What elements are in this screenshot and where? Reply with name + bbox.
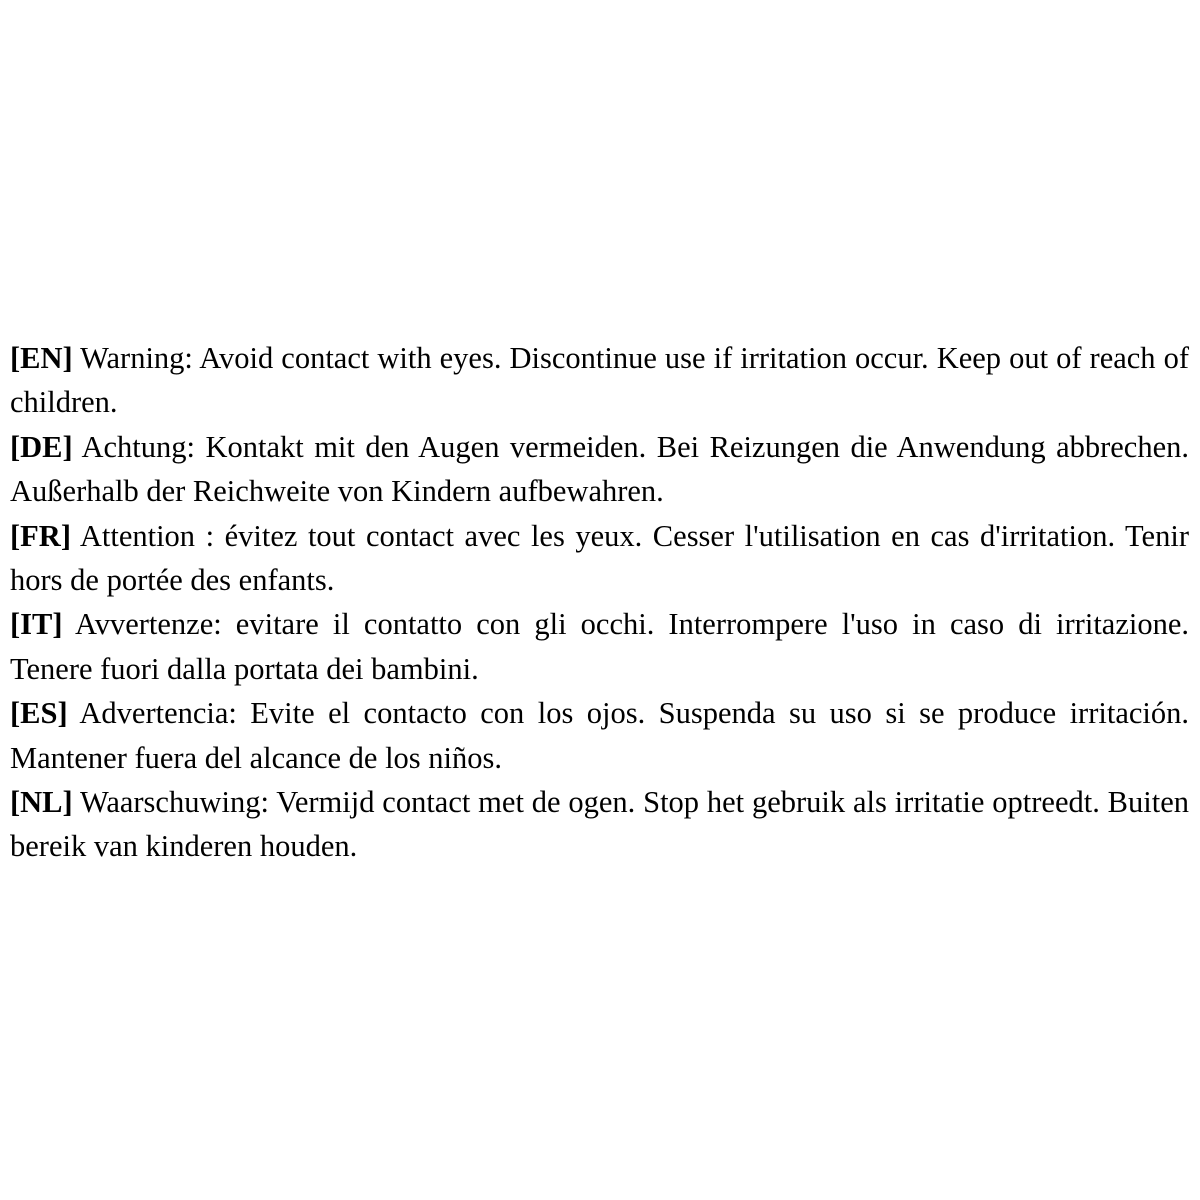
- language-code-fr: [FR]: [10, 518, 71, 553]
- warning-fr: [10, 514, 1189, 603]
- warning-text-es: Advertencia: Evite el contacto con los ojos. Suspenda su uso si se produce irritación. Mantener fuera del alcance de los niños.: [10, 696, 1189, 775]
- language-code-es: [ES]: [10, 696, 68, 731]
- warning-de: [10, 425, 1189, 514]
- warning-text-it: Avvertenze: evitare il contatto con gli occhi. Interrompere l'uso in caso di irritazione. Tenere fuori dalla portata dei bambini.: [10, 607, 1189, 686]
- language-code-de: [DE]: [10, 429, 73, 464]
- warning-en: [10, 336, 1189, 425]
- warning-text-de: Achtung: Kontakt mit den Augen vermeiden. Bei Reizungen die Anwendung abbrechen. Außerhalb der Reichweite von Kindern aufbewahren.: [10, 429, 1189, 509]
- warning-text-nl: Waarschuwing: Vermijd contact met de ogen. Stop het gebruik als irritatie optreedt. Buiten bereik van kinderen houden.: [10, 785, 1189, 864]
- language-code-en: [EN]: [10, 341, 73, 375]
- warning-es: [10, 691, 1189, 780]
- multilingual-warning-text: [10, 336, 1189, 869]
- warning-text-fr: Attention : évitez tout contact avec les yeux. Cesser l'utilisation en cas d'irritation. Tenir hors de portée des enfants.: [10, 518, 1189, 598]
- warning-it: [10, 602, 1189, 691]
- language-code-nl: [NL]: [10, 785, 73, 820]
- language-code-it: [IT]: [10, 607, 63, 642]
- warning-text-en: Warning: Avoid contact with eyes. Discontinue use if irritation occur. Keep out of reach of children.: [10, 341, 1189, 420]
- warning-nl: [10, 780, 1189, 869]
